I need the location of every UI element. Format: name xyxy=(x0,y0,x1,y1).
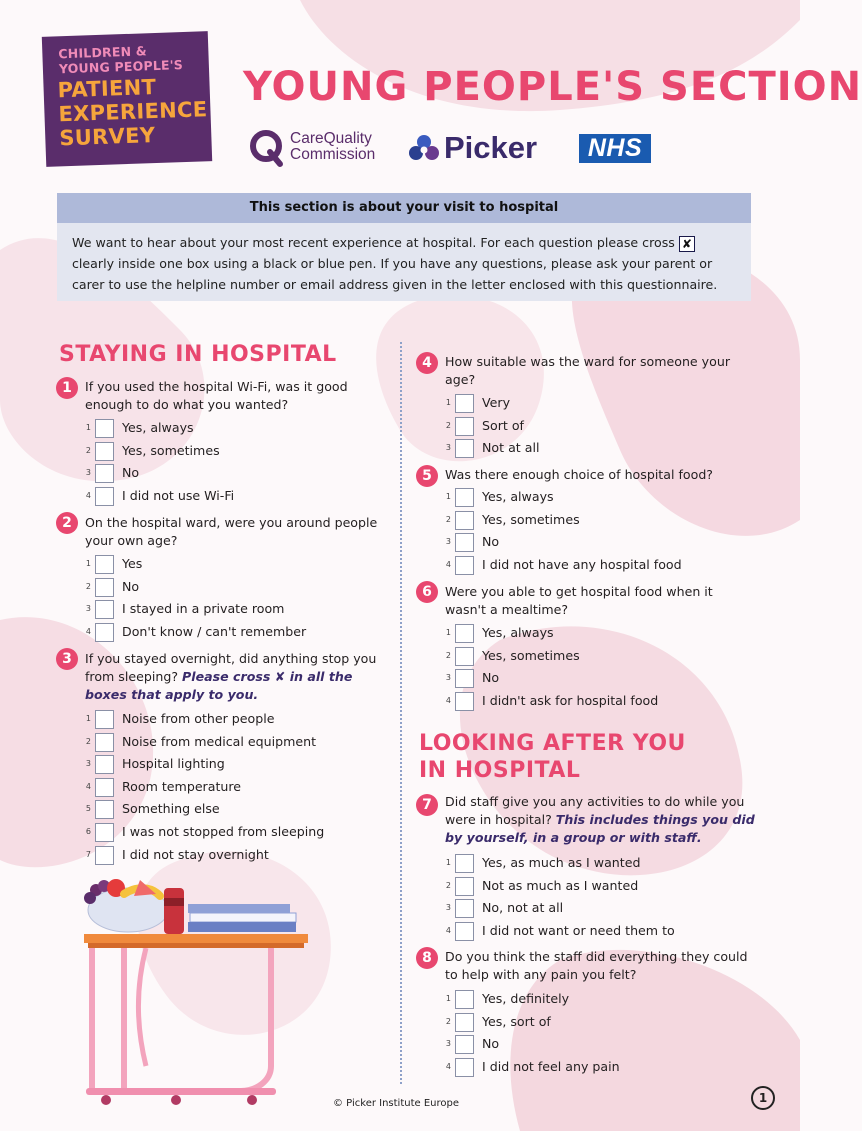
answer-checkbox[interactable] xyxy=(95,600,114,619)
answer-checkbox[interactable] xyxy=(95,487,114,506)
option-label: Room temperature xyxy=(122,778,242,794)
answer-checkbox[interactable] xyxy=(455,511,474,530)
option-number: 3 xyxy=(85,759,91,769)
option-label: Not as much as I wanted xyxy=(482,877,639,893)
nhs-logo: NHS xyxy=(579,134,651,163)
option-number: 2 xyxy=(445,650,451,660)
option-number: 2 xyxy=(445,1016,451,1026)
question-main-text: Was there enough choice of hospital food? xyxy=(445,467,713,482)
option-number: 4 xyxy=(445,925,451,935)
option-label: Very xyxy=(482,395,511,410)
option-number: 1 xyxy=(85,559,91,568)
intro-text xyxy=(57,223,751,295)
question-number-badge: 3 xyxy=(56,648,78,670)
logo-line: PATIENT xyxy=(57,74,157,103)
column-divider xyxy=(400,342,402,1084)
cross-example-icon: ✘ xyxy=(679,236,695,252)
logo-line: CHILDREN & xyxy=(58,43,148,62)
option-label: No xyxy=(122,578,140,594)
option-label: Not at all xyxy=(482,440,540,456)
option-number: 4 xyxy=(85,490,91,500)
answer-checkbox[interactable] xyxy=(95,419,114,438)
answer-checkbox[interactable] xyxy=(455,533,474,552)
option-number: 3 xyxy=(445,537,451,547)
survey-logo xyxy=(42,31,212,167)
option-number: 1 xyxy=(445,628,451,637)
page-title: YOUNG PEOPLE'S SECTION xyxy=(243,64,862,110)
answer-checkbox[interactable] xyxy=(455,1058,474,1077)
option-number: 3 xyxy=(85,604,91,614)
option-number: 3 xyxy=(85,468,91,478)
answer-checkbox[interactable] xyxy=(455,624,474,643)
option-label: No xyxy=(122,465,140,481)
option-number: 1 xyxy=(445,858,451,867)
cqc-logo xyxy=(248,128,375,166)
answer-checkbox[interactable] xyxy=(455,854,474,873)
question-text xyxy=(85,650,397,704)
question-main-text: Do you think the staff did everything they could to help with any pain you felt? xyxy=(445,949,748,982)
option-label: Something else xyxy=(122,801,220,817)
section-title-line: LOOKING AFTER YOU xyxy=(419,731,686,756)
option-label: Don't know / can't remember xyxy=(122,623,307,639)
answer-checkbox[interactable] xyxy=(455,1035,474,1054)
option-label: Yes, definitely xyxy=(482,991,570,1006)
option-label: Yes, sort of xyxy=(482,1013,551,1029)
answer-checkbox[interactable] xyxy=(95,733,114,752)
question-main-text: If you stayed overnight, did anything stop you from sleeping? xyxy=(85,651,377,684)
answer-checkbox[interactable] xyxy=(455,439,474,458)
option-label: Yes, sometimes xyxy=(482,511,580,527)
intro-text-part: clearly inside one box using a black or blue pen. If you have any questions, please ask your parent or carer to use the helpline number or email address given in the letter enclosed with this questionnaire. xyxy=(72,256,718,292)
answer-checkbox[interactable] xyxy=(95,778,114,797)
question-text xyxy=(445,466,757,484)
answer-checkbox[interactable] xyxy=(95,464,114,483)
option-number: 1 xyxy=(85,423,91,432)
option-label: Yes, as much as I wanted xyxy=(482,855,641,870)
option-number: 2 xyxy=(85,581,91,591)
option-label: Noise from medical equipment xyxy=(122,733,317,749)
intro-text-part: We want to hear about your most recent experience at hospital. For each question please cross xyxy=(72,235,675,250)
question-main-text: How suitable was the ward for someone your age? xyxy=(445,354,731,387)
option-number: 1 xyxy=(445,492,451,501)
option-number: 3 xyxy=(445,1039,451,1049)
picker-icon xyxy=(408,134,440,162)
option-number: 4 xyxy=(445,559,451,569)
question-number-badge: 5 xyxy=(416,465,438,487)
option-number: 7 xyxy=(85,849,91,859)
option-number: 3 xyxy=(445,673,451,683)
answer-checkbox[interactable] xyxy=(95,800,114,819)
question-main-text: Were you able to get hospital food when it wasn't a mealtime? xyxy=(445,584,713,617)
answer-checkbox[interactable] xyxy=(455,417,474,436)
option-label: Yes, always xyxy=(122,420,194,435)
option-label: I didn't ask for hospital food xyxy=(482,692,659,708)
question-text xyxy=(445,583,757,619)
option-label: I did not want or need them to xyxy=(482,922,675,938)
answer-checkbox[interactable] xyxy=(455,647,474,666)
option-label: Sort of xyxy=(482,417,524,433)
option-label: Hospital lighting xyxy=(122,756,225,772)
logo-line: SURVEY xyxy=(58,123,156,151)
answer-checkbox[interactable] xyxy=(95,710,114,729)
question-text xyxy=(445,793,757,847)
section-title-staying: STAYING IN HOSPITAL xyxy=(59,342,337,367)
intro-heading: This section is about your visit to hospital xyxy=(57,193,751,223)
question-main-text: On the hospital ward, were you around people your own age? xyxy=(85,515,378,548)
option-number: 6 xyxy=(85,827,91,836)
option-label: Noise from other people xyxy=(122,711,275,726)
answer-checkbox[interactable] xyxy=(455,669,474,688)
option-label: I did not feel any pain xyxy=(482,1058,620,1074)
section-title-looking xyxy=(419,730,686,784)
answer-checkbox[interactable] xyxy=(95,578,114,597)
cqc-line: CareQuality xyxy=(290,130,372,147)
logo-line: YOUNG PEOPLE'S xyxy=(58,57,184,77)
answer-checkbox[interactable] xyxy=(455,990,474,1009)
option-label: Yes, always xyxy=(482,625,554,640)
answer-checkbox[interactable] xyxy=(455,556,474,575)
option-number: 1 xyxy=(85,714,91,723)
answer-checkbox[interactable] xyxy=(455,899,474,918)
option-number: 4 xyxy=(85,781,91,791)
option-label: No xyxy=(482,670,500,686)
answer-checkbox[interactable] xyxy=(95,442,114,461)
option-label: I was not stopped from sleeping xyxy=(122,824,325,839)
option-label: No xyxy=(482,534,500,550)
option-label: I did not stay overnight xyxy=(122,846,269,862)
answer-checkbox[interactable] xyxy=(455,922,474,941)
question-instruction: Please cross ✘ in all the boxes that apply to you. xyxy=(85,669,353,702)
food-trolley-illustration xyxy=(76,876,326,1108)
picker-logo xyxy=(408,130,537,166)
option-label: I stayed in a private room xyxy=(122,601,285,617)
option-number: 4 xyxy=(445,695,451,705)
option-label: No xyxy=(482,1036,500,1052)
question-text xyxy=(445,353,757,389)
question-main-text: Did staff give you any activities to do while you were in hospital? xyxy=(445,794,745,827)
question-instruction: This includes things you did by yourself, in a group or with staff. xyxy=(445,812,755,845)
question-number-badge: 7 xyxy=(416,794,438,816)
option-label: No, not at all xyxy=(482,900,564,916)
question-number-badge: 4 xyxy=(416,352,438,374)
option-label: I did not have any hospital food xyxy=(482,556,682,572)
option-label: Yes xyxy=(122,556,143,571)
question-number-badge: 1 xyxy=(56,377,78,399)
answer-checkbox[interactable] xyxy=(95,555,114,574)
option-number: 3 xyxy=(445,443,451,453)
option-number: 2 xyxy=(445,420,451,430)
question-text xyxy=(445,948,757,984)
answer-checkbox[interactable] xyxy=(95,823,114,842)
answer-checkbox[interactable] xyxy=(95,755,114,774)
answer-checkbox[interactable] xyxy=(455,394,474,413)
answer-checkbox[interactable] xyxy=(455,488,474,507)
answer-checkbox[interactable] xyxy=(455,692,474,711)
option-number: 4 xyxy=(445,1061,451,1071)
option-label: I did not use Wi-Fi xyxy=(122,487,235,503)
answer-checkbox[interactable] xyxy=(95,623,114,642)
section-title-line: IN HOSPITAL xyxy=(419,758,581,783)
option-label: Yes, always xyxy=(482,489,554,504)
question-number-badge: 2 xyxy=(56,512,78,534)
option-number: 2 xyxy=(445,880,451,890)
logo-line: EXPERIENCE xyxy=(58,97,208,127)
page-number: 1 xyxy=(751,1086,775,1110)
option-number: 2 xyxy=(445,514,451,524)
option-number: 1 xyxy=(445,398,451,407)
question-text xyxy=(85,514,397,550)
option-number: 3 xyxy=(445,903,451,913)
picker-text: Picker xyxy=(444,130,538,165)
option-number: 2 xyxy=(85,445,91,455)
option-number: 1 xyxy=(445,994,451,1003)
cqc-q-icon xyxy=(248,128,286,166)
option-number: 4 xyxy=(85,626,91,636)
question-main-text: If you used the hospital Wi-Fi, was it good enough to do what you wanted? xyxy=(85,379,348,412)
option-label: Yes, sometimes xyxy=(482,647,580,663)
option-label: Yes, sometimes xyxy=(122,442,220,458)
logo-small-text xyxy=(58,42,183,76)
answer-checkbox[interactable] xyxy=(455,1013,474,1032)
option-number: 2 xyxy=(85,736,91,746)
question-number-badge: 8 xyxy=(416,947,438,969)
logo-big-text xyxy=(57,73,208,150)
question-number-badge: 6 xyxy=(416,581,438,603)
question-text xyxy=(85,378,397,414)
option-number: 5 xyxy=(85,804,91,814)
answer-checkbox[interactable] xyxy=(95,846,114,865)
cqc-line: Commission xyxy=(290,146,376,163)
intro-panel xyxy=(57,193,751,301)
answer-checkbox[interactable] xyxy=(455,877,474,896)
copyright-footer: © Picker Institute Europe xyxy=(333,1098,460,1109)
